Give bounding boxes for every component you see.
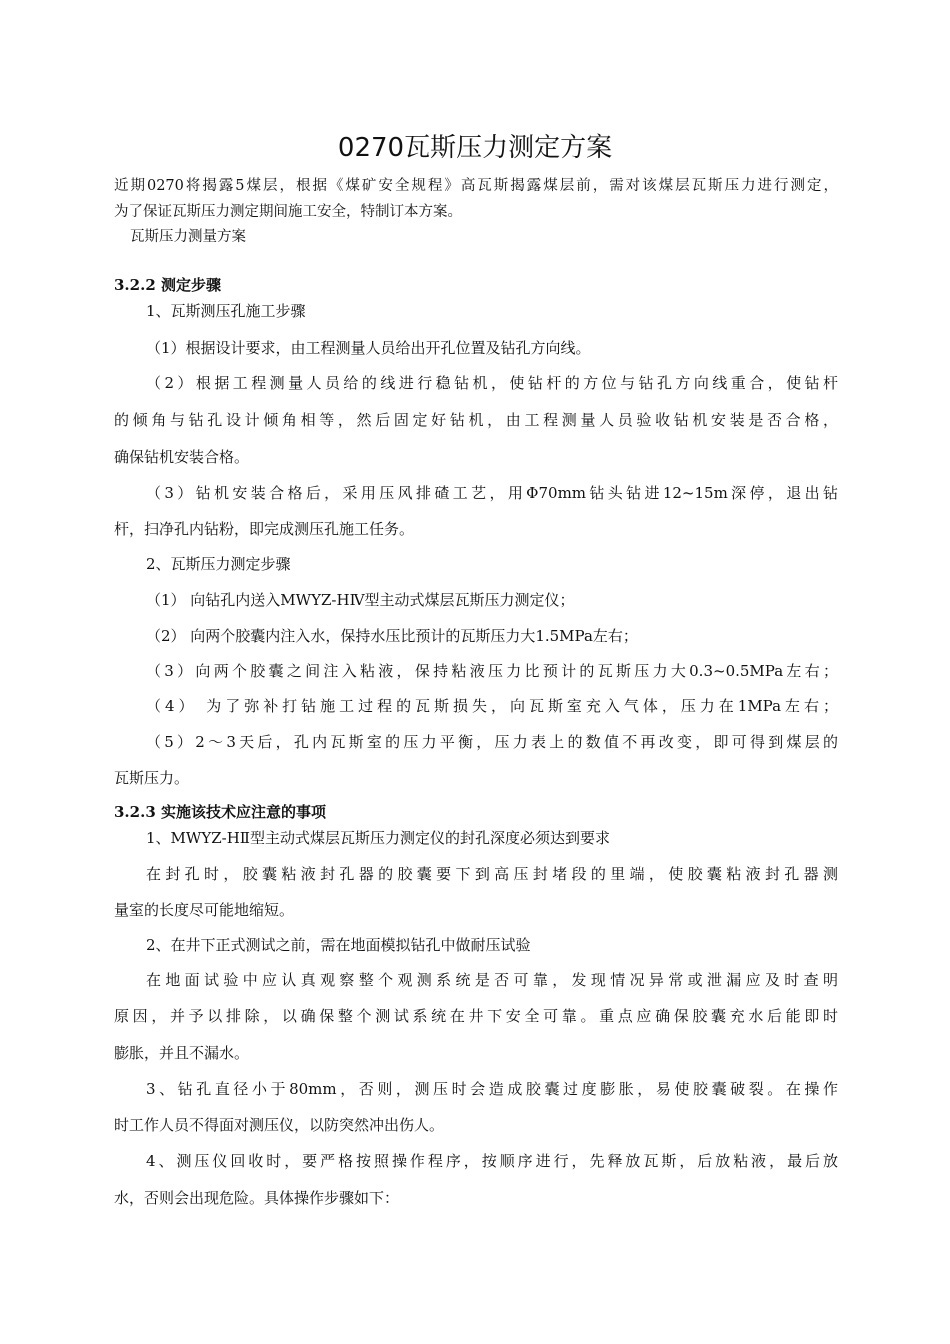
step-1-1: （1）根据设计要求，由工程测量人员给出开孔位置及钻孔方向线。 bbox=[146, 339, 591, 357]
step-2-1: （1） 向钻孔内送入MWYZ-HⅣ型主动式煤层瓦斯压力测定仪； bbox=[146, 591, 575, 609]
document-title: 0270瓦斯压力测定方案 bbox=[337, 133, 613, 163]
step-2-2: （2） 向两个胶囊内注入水，保持水压比预计的瓦斯压力大1.5MPa左右； bbox=[146, 627, 638, 645]
section-heading-322: 3.2.2 测定步骤 bbox=[114, 276, 221, 294]
step-1-2-line-3: 确保钻机安装合格。 bbox=[114, 448, 250, 466]
subheading-drilling: 1、瓦斯测压孔施工步骤 bbox=[146, 302, 306, 320]
step-1-2-line-1: （2）根据工程测量人员给的线进行稳钻机，使钻杆的方位与钻孔方向线重合，使钻杆 bbox=[146, 374, 838, 392]
intro-line-1: 近期0270将揭露5煤层，根据《煤矿安全规程》高瓦斯揭露煤层前，需对该煤层瓦斯压力进行测定， bbox=[114, 178, 838, 194]
step-2-3: （3）向两个胶囊之间注入粘液，保持粘液压力比预计的瓦斯压力大0.3~0.5MPa左右； bbox=[146, 662, 838, 680]
note-2-title: 2、在井下正式测试之前，需在地面模拟钻孔中做耐压试验 bbox=[146, 936, 531, 954]
intro-line-3: 瓦斯压力测量方案 bbox=[130, 229, 246, 245]
note-1-line-1: 在封孔时，胶囊粘液封孔器的胶囊要下到高压封堵段的里端，使胶囊粘液封孔器测 bbox=[146, 865, 838, 883]
note-2-line-3: 膨胀，并且不漏水。 bbox=[114, 1044, 250, 1062]
step-1-3-line-1: （3）钻机安装合格后，采用压风排碴工艺，用Φ70mm钻头钻进12~15m深停，退出钻 bbox=[146, 484, 838, 502]
note-3-line-2: 时工作人员不得面对测压仪，以防突然冲出伤人。 bbox=[114, 1116, 445, 1134]
note-4-line-1: 4、测压仪回收时，要严格按照操作程序，按顺序进行，先释放瓦斯，后放粘液，最后放 bbox=[146, 1152, 838, 1170]
note-1-line-2: 量室的长度尽可能地缩短。 bbox=[114, 901, 295, 919]
subheading-pressure-steps: 2、瓦斯压力测定步骤 bbox=[146, 555, 291, 573]
step-1-3-line-2: 杆，扫净孔内钻粉，即完成测压孔施工任务。 bbox=[114, 520, 415, 538]
step-2-5-line-1: （5）2～3天后，孔内瓦斯室的压力平衡，压力表上的数值不再改变，即可得到煤层的 bbox=[146, 733, 838, 751]
note-1-title: 1、MWYZ-HⅡ型主动式煤层瓦斯压力测定仪的封孔深度必须达到要求 bbox=[146, 829, 610, 847]
note-4-line-2: 水，否则会出现危险。具体操作步骤如下： bbox=[114, 1189, 400, 1207]
intro-line-2: 为了保证瓦斯压力测定期间施工安全，特制订本方案。 bbox=[114, 204, 462, 220]
note-3-line-1: 3、钻孔直径小于80mm，否则，测压时会造成胶囊过度膨胀，易使胶囊破裂。在操作 bbox=[146, 1080, 838, 1098]
note-2-line-2: 原因，并予以排除，以确保整个测试系统在井下安全可靠。重点应确保胶囊充水后能即时 bbox=[114, 1007, 838, 1025]
step-2-4: （4） 为了弥补打钻施工过程的瓦斯损失，向瓦斯室充入气体，压力在1MPa左右； bbox=[146, 697, 838, 715]
section-heading-323: 3.2.3 实施该技术应注意的事项 bbox=[114, 803, 326, 821]
step-2-5-line-2: 瓦斯压力。 bbox=[114, 769, 190, 787]
note-2-line-1: 在地面试验中应认真观察整个观测系统是否可靠，发现情况异常或泄漏应及时查明 bbox=[146, 971, 838, 989]
step-1-2-line-2: 的倾角与钻孔设计倾角相等，然后固定好钻机，由工程测量人员验收钻机安装是否合格， bbox=[114, 411, 838, 429]
